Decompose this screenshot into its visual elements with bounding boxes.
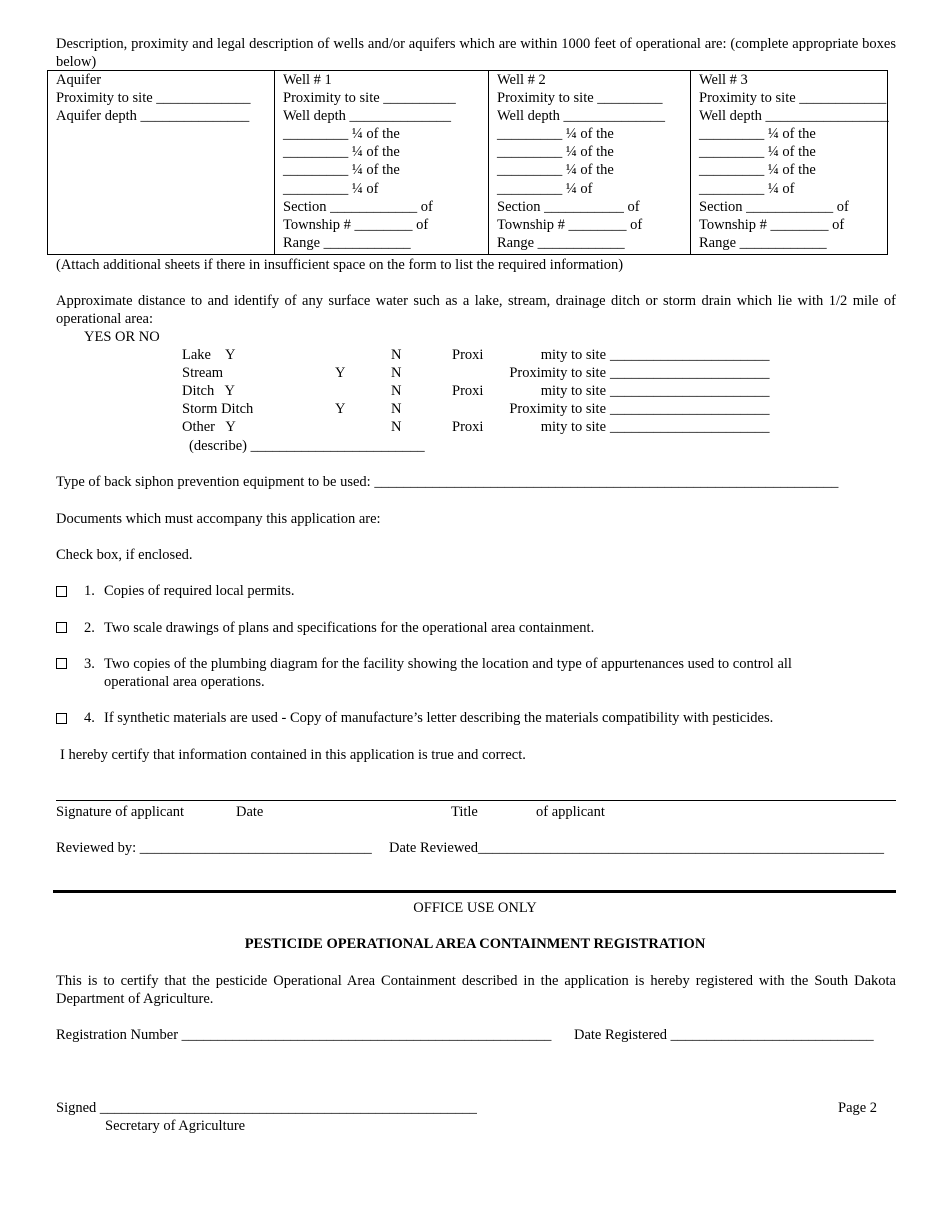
- date-registered-field[interactable]: Date Registered ____________________________: [574, 1027, 874, 1043]
- water-prox-b: Proximity to site: [509, 365, 606, 381]
- surface-water-row-stream: [182, 364, 802, 382]
- aquifer-line[interactable]: Aquifer: [56, 72, 102, 88]
- water-prox-b: mity to site: [540, 347, 606, 363]
- well-1-line[interactable]: _________ ¼ of: [283, 180, 379, 197]
- well-2-column: [489, 71, 691, 255]
- registration-certify-text: This is to certify that the pesticide Operational Area Containment described in the application is hereby registered with the South Dakota Department of Agriculture.: [56, 973, 896, 1007]
- document-text: If synthetic materials are used - Copy of manufacture’s letter describing the materials compatibility with pesticides.: [104, 710, 774, 726]
- document-2-checkbox[interactable]: [56, 622, 67, 633]
- water-prox-a: Proxi: [452, 383, 484, 399]
- of-applicant-label: of applicant: [536, 804, 605, 820]
- document-3-checkbox[interactable]: [56, 658, 67, 669]
- water-yes[interactable]: Y: [335, 365, 346, 381]
- document-1-checkbox[interactable]: [56, 586, 67, 597]
- date-reviewed-field[interactable]: Date Reviewed________________________________________________________: [389, 840, 884, 856]
- page-number: Page 2: [838, 1100, 878, 1116]
- surface-water-row-other: [182, 418, 802, 436]
- well-1-line[interactable]: _________ ¼ of the: [283, 162, 400, 179]
- water-no[interactable]: N: [391, 365, 402, 381]
- back-siphon-field[interactable]: Type of back siphon prevention equipment to be used: ________________________________________________________________: [56, 474, 839, 490]
- water-yes[interactable]: Y: [335, 401, 346, 417]
- water-label: Stream: [182, 365, 224, 381]
- well-1-line[interactable]: _________ ¼ of the: [283, 126, 400, 143]
- document-number: 4.: [84, 710, 95, 726]
- well-1-line[interactable]: Township # ________ of: [283, 216, 429, 233]
- well-2-line[interactable]: Well # 2: [497, 72, 546, 88]
- document-number: 1.: [84, 583, 95, 599]
- water-prox-blank[interactable]: ______________________: [610, 365, 770, 381]
- water-prox-blank[interactable]: ______________________: [610, 347, 770, 363]
- date-label: Date: [236, 804, 264, 820]
- well-3-line[interactable]: Township # ________ of: [699, 216, 845, 233]
- water-no[interactable]: N: [391, 419, 402, 435]
- water-prox-a: Proxi: [452, 347, 484, 363]
- certify-statement: I hereby certify that information contained in this application is true and correct.: [60, 747, 526, 763]
- describe-field[interactable]: (describe) ________________________: [189, 438, 425, 454]
- well-2-line[interactable]: _________ ¼ of the: [497, 126, 614, 143]
- wells-table: [47, 70, 888, 255]
- water-prox-b: mity to site: [540, 383, 606, 399]
- well-2-line[interactable]: Proximity to site _________: [497, 90, 663, 107]
- document-text: Two scale drawings of plans and specifications for the operational area containment.: [104, 620, 595, 636]
- title-label: Title: [451, 804, 478, 820]
- well-3-line[interactable]: Section ____________ of: [699, 198, 849, 215]
- well-1-line[interactable]: Range ____________: [283, 234, 411, 251]
- aquifer-line[interactable]: Aquifer depth _______________: [56, 108, 250, 125]
- well-3-column: [691, 71, 888, 255]
- well-2-line[interactable]: Township # ________ of: [497, 216, 643, 233]
- registration-number-field[interactable]: Registration Number ___________________________________________________: [56, 1027, 552, 1043]
- water-prox-blank[interactable]: ______________________: [610, 401, 770, 417]
- well-1-line[interactable]: _________ ¼ of the: [283, 144, 400, 161]
- water-prox-b: mity to site: [540, 419, 606, 435]
- well-3-line[interactable]: _________ ¼ of the: [699, 144, 816, 161]
- water-no[interactable]: N: [391, 347, 402, 363]
- signature-line[interactable]: [56, 800, 896, 801]
- water-no[interactable]: N: [391, 401, 402, 417]
- yes-no-label: YES OR NO: [84, 329, 160, 345]
- water-no[interactable]: N: [391, 383, 402, 399]
- document-number: 3.: [84, 656, 95, 672]
- water-prox-a: Proxi: [452, 419, 484, 435]
- reviewed-by-field[interactable]: Reviewed by: ________________________________: [56, 840, 372, 856]
- well-3-line[interactable]: _________ ¼ of the: [699, 126, 816, 143]
- water-prox-blank[interactable]: ______________________: [610, 419, 770, 435]
- aquifer-line[interactable]: Proximity to site _____________: [56, 90, 251, 107]
- signature-label: Signature of applicant: [56, 804, 185, 820]
- documents-heading: Documents which must accompany this application are:: [56, 511, 381, 527]
- well-2-line[interactable]: Section ___________ of: [497, 198, 640, 215]
- well-3-line[interactable]: Well # 3: [699, 72, 748, 88]
- well-1-line[interactable]: Well # 1: [283, 72, 332, 88]
- well-2-line[interactable]: _________ ¼ of the: [497, 162, 614, 179]
- well-2-line[interactable]: _________ ¼ of the: [497, 144, 614, 161]
- well-1-line[interactable]: Well depth ______________: [283, 108, 451, 125]
- water-label: Lake Y: [182, 347, 236, 363]
- well-3-line[interactable]: _________ ¼ of the: [699, 162, 816, 179]
- wells-intro: Description, proximity and legal description of wells and/or aquifers which are within 1000 feet of operational are: (complete appropriate boxes below): [56, 36, 896, 70]
- water-label: Storm Ditch: [182, 401, 254, 417]
- well-3-line[interactable]: _________ ¼ of: [699, 180, 795, 197]
- document-number: 2.: [84, 620, 95, 636]
- secretary-label: Secretary of Agriculture: [105, 1118, 246, 1134]
- document-text: Two copies of the plumbing diagram for the facility showing the location and type of appurtenances used to control all operational area operations.: [104, 656, 792, 690]
- document-text: Copies of required local permits.: [104, 583, 295, 599]
- well-3-line[interactable]: Well depth _________________: [699, 108, 889, 125]
- surface-water-row-ditch: [182, 382, 802, 400]
- office-divider: [53, 890, 896, 893]
- registration-title: PESTICIDE OPERATIONAL AREA CONTAINMENT REGISTRATION: [244, 936, 706, 952]
- well-3-line[interactable]: Range ____________: [699, 234, 827, 251]
- well-1-line[interactable]: Proximity to site __________: [283, 90, 456, 107]
- water-prox-blank[interactable]: ______________________: [610, 383, 770, 399]
- office-use-heading: OFFICE USE ONLY: [413, 900, 537, 916]
- aquifer-column: [48, 71, 275, 255]
- well-2-line[interactable]: Well depth ______________: [497, 108, 665, 125]
- well-1-column: [275, 71, 489, 255]
- surface-water-row-storm-ditch: [182, 400, 802, 418]
- attach-note: (Attach additional sheets if there in insufficient space on the form to list the required information): [56, 257, 624, 273]
- well-3-line[interactable]: Proximity to site ____________: [699, 90, 887, 107]
- water-label: Ditch Y: [182, 383, 236, 399]
- water-prox-b: Proximity to site: [509, 401, 606, 417]
- signed-field[interactable]: Signed ____________________________________________________: [56, 1100, 477, 1116]
- well-2-line[interactable]: Range ____________: [497, 234, 625, 251]
- well-1-line[interactable]: Section ____________ of: [283, 198, 433, 215]
- surface-water-row-lake: [182, 346, 802, 364]
- document-4-checkbox[interactable]: [56, 713, 67, 724]
- surface-water-intro: Approximate distance to and identify of any surface water such as a lake, stream, drainage ditch or storm drain which lie with 1/2 mile of operational area:: [56, 293, 896, 327]
- check-box-note: Check box, if enclosed.: [56, 547, 193, 563]
- well-2-line[interactable]: _________ ¼ of: [497, 180, 593, 197]
- water-label: Other Y: [182, 419, 236, 435]
